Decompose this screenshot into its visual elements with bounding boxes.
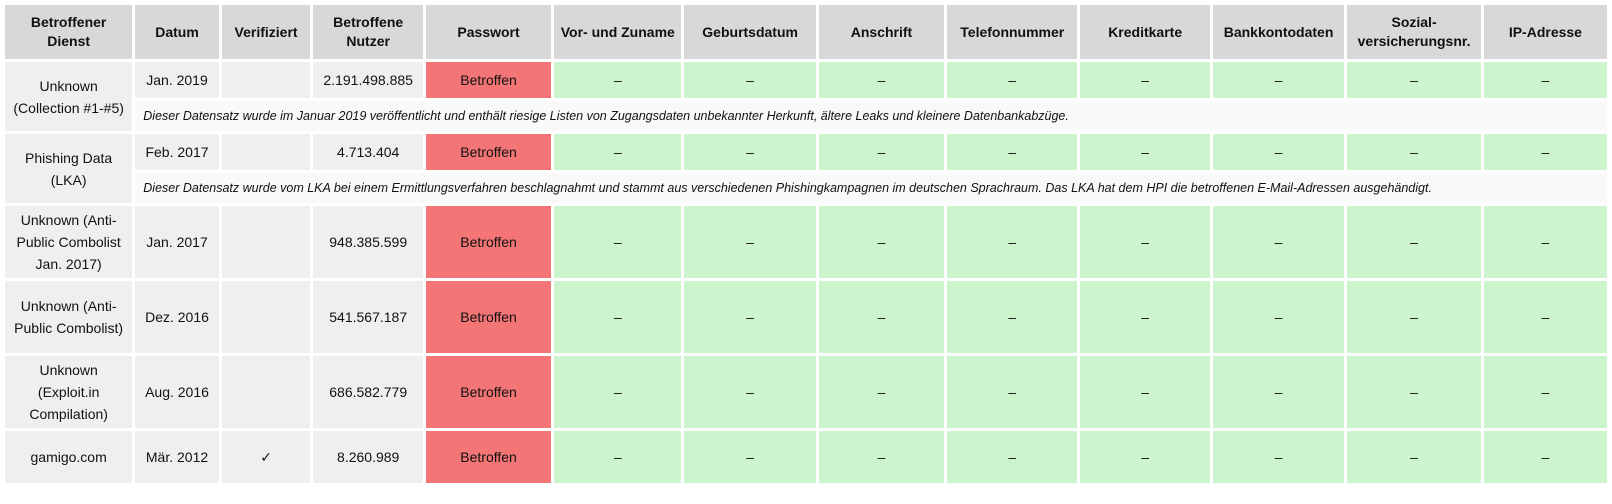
service-cell: Unknown (Collection #1-#5)	[5, 62, 132, 131]
creditcard-status-cell: –	[1080, 281, 1209, 353]
service-cell: Unknown (Anti-Public Combolist Jan. 2017)	[5, 206, 132, 278]
name-status-cell: –	[554, 134, 681, 170]
leak-description: Dieser Datensatz wurde im Januar 2019 veröffentlicht und enthält riesige Listen von Zugangsdaten unbekannter Herkunft, ältere Leaks und kleinere Datenbankabzüge.	[135, 101, 1607, 131]
service-cell: gamigo.com	[5, 431, 132, 483]
users-cell: 4.713.404	[313, 134, 423, 170]
date-cell: Mär. 2012	[135, 431, 218, 483]
address-status-cell: –	[819, 281, 944, 353]
date-cell: Aug. 2016	[135, 356, 218, 428]
bank-status-cell: –	[1213, 281, 1344, 353]
bank-status-cell: –	[1213, 431, 1344, 483]
ssn-status-cell: –	[1347, 206, 1481, 278]
bank-status-cell: –	[1213, 356, 1344, 428]
ip-status-cell: –	[1484, 431, 1607, 483]
ip-status-cell: –	[1484, 281, 1607, 353]
verified-cell	[222, 206, 311, 278]
password-status-cell: Betroffen	[426, 431, 551, 483]
verified-cell	[222, 134, 311, 170]
address-status-cell: –	[819, 431, 944, 483]
name-status-cell: –	[554, 281, 681, 353]
header-verified: Verifiziert	[222, 5, 311, 59]
ip-status-cell: –	[1484, 356, 1607, 428]
birthdate-status-cell: –	[684, 431, 815, 483]
users-cell: 8.260.989	[313, 431, 423, 483]
phone-status-cell: –	[947, 431, 1077, 483]
date-cell: Jan. 2017	[135, 206, 218, 278]
table-row	[5, 356, 1607, 428]
header-ip: IP-Adresse	[1484, 5, 1607, 59]
header-users: Betroffene Nutzer	[313, 5, 423, 59]
creditcard-status-cell: –	[1080, 62, 1209, 98]
ip-status-cell: –	[1484, 134, 1607, 170]
phone-status-cell: –	[947, 134, 1077, 170]
header-row	[5, 5, 1607, 59]
bank-status-cell: –	[1213, 62, 1344, 98]
header-creditcard: Kreditkarte	[1080, 5, 1209, 59]
header-date: Datum	[135, 5, 218, 59]
password-status-cell: Betroffen	[426, 281, 551, 353]
users-cell: 948.385.599	[313, 206, 423, 278]
address-status-cell: –	[819, 62, 944, 98]
leak-description: Dieser Datensatz wurde vom LKA bei einem Ermittlungsverfahren beschlagnahmt und stammt aus verschiedenen Phishingkampagnen im deutschen Sprachraum. Das LKA hat dem HPI die betroffenen E-Mail-Adressen ausgehändigt.	[135, 173, 1607, 203]
verified-cell	[222, 431, 311, 483]
address-status-cell: –	[819, 356, 944, 428]
phone-status-cell: –	[947, 62, 1077, 98]
header-password: Passwort	[426, 5, 551, 59]
ssn-status-cell: –	[1347, 431, 1481, 483]
note-row	[5, 101, 1607, 131]
checkmark-icon: ✓	[260, 449, 272, 465]
table-row	[5, 206, 1607, 278]
ip-status-cell: –	[1484, 62, 1607, 98]
address-status-cell: –	[819, 206, 944, 278]
creditcard-status-cell: –	[1080, 356, 1209, 428]
header-name: Vor- und Zuname	[554, 5, 681, 59]
password-status-cell: Betroffen	[426, 206, 551, 278]
service-cell: Unknown (Anti-Public Combolist)	[5, 281, 132, 353]
leak-results-table	[2, 2, 1610, 486]
table-row	[5, 431, 1607, 483]
header-bank: Bankkontodaten	[1213, 5, 1344, 59]
birthdate-status-cell: –	[684, 206, 815, 278]
date-cell: Jan. 2019	[135, 62, 218, 98]
users-cell: 2.191.498.885	[313, 62, 423, 98]
address-status-cell: –	[819, 134, 944, 170]
ssn-status-cell: –	[1347, 356, 1481, 428]
ssn-status-cell: –	[1347, 62, 1481, 98]
date-cell: Dez. 2016	[135, 281, 218, 353]
birthdate-status-cell: –	[684, 62, 815, 98]
bank-status-cell: –	[1213, 206, 1344, 278]
header-phone: Telefonnummer	[947, 5, 1077, 59]
table-row	[5, 281, 1607, 353]
service-cell: Phishing Data (LKA)	[5, 134, 132, 203]
birthdate-status-cell: –	[684, 134, 815, 170]
header-address: Anschrift	[819, 5, 944, 59]
service-cell: Unknown (Exploit.in Compilation)	[5, 356, 132, 428]
ssn-status-cell: –	[1347, 134, 1481, 170]
date-cell: Feb. 2017	[135, 134, 218, 170]
bank-status-cell: –	[1213, 134, 1344, 170]
birthdate-status-cell: –	[684, 356, 815, 428]
header-service: Betroffener Dienst	[5, 5, 132, 59]
phone-status-cell: –	[947, 206, 1077, 278]
note-row	[5, 173, 1607, 203]
creditcard-status-cell: –	[1080, 206, 1209, 278]
name-status-cell: –	[554, 356, 681, 428]
header-birthdate: Geburtsdatum	[684, 5, 815, 59]
name-status-cell: –	[554, 431, 681, 483]
verified-cell	[222, 356, 311, 428]
name-status-cell: –	[554, 206, 681, 278]
ssn-status-cell: –	[1347, 281, 1481, 353]
verified-cell	[222, 281, 311, 353]
users-cell: 541.567.187	[313, 281, 423, 353]
password-status-cell: Betroffen	[426, 356, 551, 428]
creditcard-status-cell: –	[1080, 431, 1209, 483]
verified-cell	[222, 62, 311, 98]
name-status-cell: –	[554, 62, 681, 98]
phone-status-cell: –	[947, 356, 1077, 428]
table-row	[5, 134, 1607, 170]
table-row	[5, 62, 1607, 98]
header-ssn: Sozial-versicherungsnr.	[1347, 5, 1481, 59]
ip-status-cell: –	[1484, 206, 1607, 278]
password-status-cell: Betroffen	[426, 134, 551, 170]
password-status-cell: Betroffen	[426, 62, 551, 98]
phone-status-cell: –	[947, 281, 1077, 353]
users-cell: 686.582.779	[313, 356, 423, 428]
creditcard-status-cell: –	[1080, 134, 1209, 170]
birthdate-status-cell: –	[684, 281, 815, 353]
